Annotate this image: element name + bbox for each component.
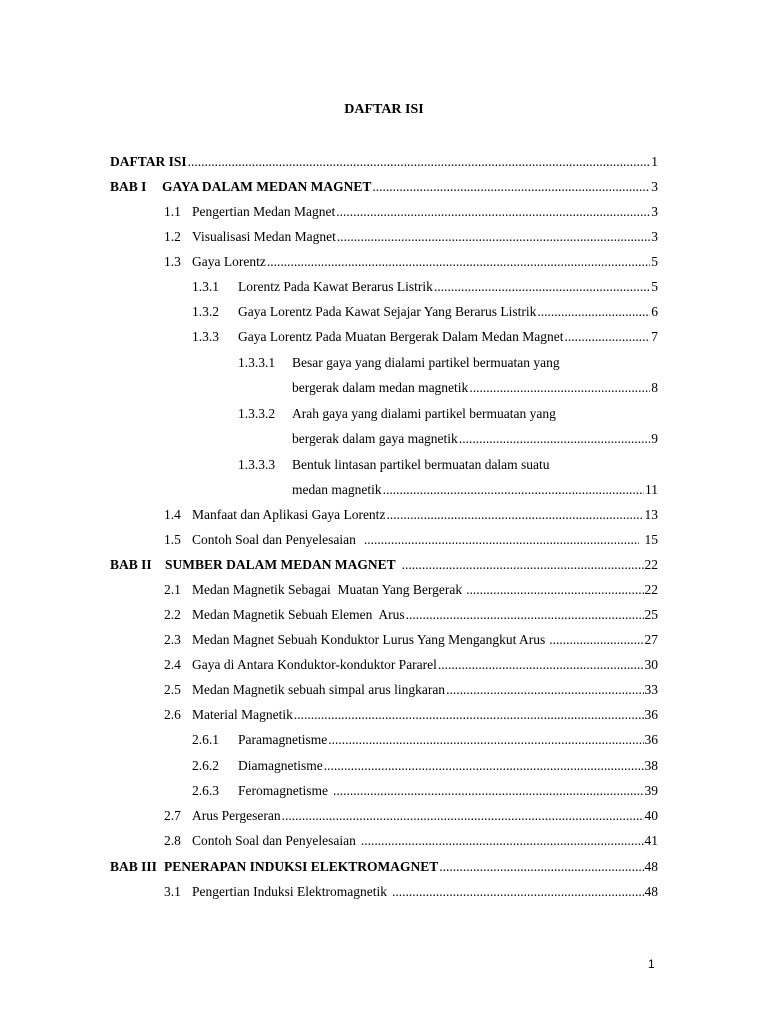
toc-title: Gaya Lorentz Pada Kawat Sejajar Yang Berarus Listrik: [238, 304, 537, 319]
toc-leader-dots: [565, 328, 651, 346]
toc-title: Material Magnetik: [192, 707, 293, 722]
toc-entry-section[interactable]: [164, 531, 658, 549]
toc-number: 1.3.3.1: [238, 355, 276, 370]
toc-number: 2.7: [164, 808, 181, 823]
toc-entry-daftar-isi[interactable]: [110, 153, 658, 171]
toc-leader-dots: [336, 203, 650, 221]
toc-page-number: 25: [644, 607, 658, 622]
toc-leader-dots: [188, 153, 651, 171]
toc-page-number: 22: [644, 557, 658, 572]
toc-entry-section[interactable]: [164, 706, 658, 724]
toc-page-number: 48: [644, 884, 658, 899]
toc-entry-chapter[interactable]: [110, 556, 658, 574]
toc-number: 2.4: [164, 657, 181, 672]
toc-number: 1.3.3: [192, 329, 219, 344]
toc-number: BAB III: [110, 859, 157, 874]
toc-entry-subsection[interactable]: [192, 757, 658, 775]
toc-number: 3.1: [164, 884, 181, 899]
toc-number: 1.5: [164, 532, 181, 547]
toc-title-continuation: bergerak dalam gaya magnetik: [292, 431, 458, 446]
toc-page-number: 27: [644, 632, 658, 647]
toc-entry-subsection[interactable]: [192, 278, 658, 296]
toc-page-number: 36: [644, 707, 658, 722]
toc-title: Contoh Soal dan Penyelesaian: [192, 833, 356, 848]
toc-number: 2.2: [164, 607, 181, 622]
footer-page-number: 1: [648, 957, 655, 971]
toc-leader-dots: [434, 278, 650, 296]
toc-entry-subsubsection-first-line[interactable]: [238, 456, 550, 474]
toc-title: PENERAPAN INDUKSI ELEKTROMAGNET: [164, 859, 439, 874]
toc-number: 1.2: [164, 229, 181, 244]
toc-leader-dots: [469, 379, 650, 397]
toc-number: 2.8: [164, 833, 181, 848]
toc-title: Lorentz Pada Kawat Berarus Listrik: [238, 279, 433, 294]
toc-title: Besar gaya yang dialami partikel bermuatan yang: [292, 355, 560, 370]
toc-leader-dots: [537, 303, 650, 321]
toc-page-number: 7: [651, 329, 658, 344]
toc-entry-section[interactable]: [164, 606, 658, 624]
toc-number: 2.6: [164, 707, 181, 722]
toc-number: BAB I: [110, 179, 147, 194]
toc-leader-dots: [364, 531, 639, 549]
toc-page-number: 41: [644, 833, 658, 848]
toc-leader-dots: [372, 178, 650, 196]
toc-entry-subsubsection-continuation[interactable]: [292, 481, 658, 499]
toc-leader-dots: [324, 757, 644, 775]
toc-number: 1.4: [164, 507, 181, 522]
toc-page-number: 9: [651, 431, 658, 446]
toc-entry-section[interactable]: [164, 832, 658, 850]
toc-page-number: 5: [651, 279, 658, 294]
toc-number: 2.5: [164, 682, 181, 697]
toc-page-number: 38: [644, 758, 658, 773]
toc-leader-dots: [333, 782, 644, 800]
toc-entry-section[interactable]: [164, 883, 658, 901]
toc-title: Feromagnetisme: [238, 783, 328, 798]
toc-entry-section[interactable]: [164, 807, 658, 825]
toc-entry-section[interactable]: [164, 631, 658, 649]
toc-leader-dots: [406, 606, 644, 624]
toc-entry-subsubsection-continuation[interactable]: [292, 430, 658, 448]
toc-title-continuation: medan magnetik: [292, 482, 382, 497]
toc-entry-subsection[interactable]: [192, 731, 658, 749]
toc-leader-dots: [337, 228, 650, 246]
toc-number: 1.3.1: [192, 279, 219, 294]
toc-title: Medan Magnetik sebuah simpal arus lingkaran: [192, 682, 446, 697]
toc-leader-dots: [386, 506, 643, 524]
toc-entry-subsubsection-continuation[interactable]: [292, 379, 658, 397]
toc-leader-dots: [549, 631, 643, 649]
toc-page-number: 5: [651, 254, 658, 269]
toc-page-number: 36: [644, 732, 658, 747]
toc-page-number: 40: [644, 808, 658, 823]
toc-title: Medan Magnetik Sebuah Elemen Arus: [192, 607, 405, 622]
toc-leader-dots: [267, 253, 650, 271]
toc-title: Pengertian Induksi Elektromagnetik: [192, 884, 387, 899]
toc-entry-section[interactable]: [164, 228, 658, 246]
toc-number: BAB II: [110, 557, 152, 572]
toc-title: Arus Pergeseran: [192, 808, 281, 823]
toc-leader-dots: [438, 656, 644, 674]
toc-page-number: 3: [651, 229, 658, 244]
toc-page-number: 33: [644, 682, 658, 697]
toc-title: Arah gaya yang dialami partikel bermuatan yang: [292, 406, 556, 421]
toc-page-number: 48: [644, 859, 658, 874]
toc-leader-dots: [439, 858, 643, 876]
toc-entry-subsection[interactable]: [192, 328, 658, 346]
toc-title: Gaya Lorentz Pada Muatan Bergerak Dalam Medan Magnet: [238, 329, 564, 344]
toc-number: 2.6.1: [192, 732, 219, 747]
toc-page-number: 30: [644, 657, 658, 672]
toc-number: 2.6.2: [192, 758, 219, 773]
toc-leader-dots: [459, 430, 650, 448]
toc-leader-dots: [361, 832, 644, 850]
toc-entry-chapter[interactable]: [110, 858, 658, 876]
toc-entry-section[interactable]: [164, 656, 658, 674]
toc-leader-dots: [328, 731, 643, 749]
toc-leader-dots: [466, 581, 643, 599]
toc-title: Gaya Lorentz: [192, 254, 266, 269]
toc-page-number: 13: [644, 507, 658, 522]
toc-page-number: 39: [644, 783, 658, 798]
page-title: DAFTAR ISI: [344, 102, 424, 117]
toc-number: 2.6.3: [192, 783, 219, 798]
toc-page-number: 6: [651, 304, 658, 319]
toc-title: Bentuk lintasan partikel bermuatan dalam suatu: [292, 457, 550, 472]
toc-leader-dots: [402, 556, 644, 574]
toc-page-number: 11: [645, 482, 658, 497]
toc-entry-section[interactable]: [164, 681, 658, 699]
toc-leader-dots: [383, 481, 644, 499]
toc-entry-section[interactable]: [164, 581, 658, 599]
toc-entry-subsubsection-first-line[interactable]: [238, 405, 556, 423]
toc-page-number: 8: [651, 380, 658, 395]
toc-entry-section[interactable]: [164, 253, 658, 271]
toc-title: Paramagnetisme: [238, 732, 328, 747]
toc-title: Diamagnetisme: [238, 758, 323, 773]
toc-label: DAFTAR ISI: [110, 154, 187, 169]
toc-entry-subsection[interactable]: [192, 303, 658, 321]
toc-page-number: 3: [651, 204, 658, 219]
toc-title: SUMBER DALAM MEDAN MAGNET: [165, 557, 396, 572]
toc-page-number: 15: [644, 532, 658, 547]
toc-title: Pengertian Medan Magnet: [192, 204, 336, 219]
toc-title: Medan Magnet Sebuah Konduktor Lurus Yang Mengangkut Arus: [192, 632, 546, 647]
toc-entry-section[interactable]: [164, 506, 658, 524]
toc-title: Manfaat dan Aplikasi Gaya Lorentz: [192, 507, 386, 522]
toc-number: 1.3.3.2: [238, 406, 276, 421]
toc-leader-dots: [294, 706, 644, 724]
toc-number: 1.3.3.3: [238, 457, 276, 472]
toc-leader-dots: [282, 807, 644, 825]
toc-title: Contoh Soal dan Penyelesaian: [192, 532, 356, 547]
toc-number: 2.3: [164, 632, 181, 647]
toc-page-number: 22: [644, 582, 658, 597]
toc-title: Gaya di Antara Konduktor-konduktor Pararel: [192, 657, 437, 672]
toc-title: GAYA DALAM MEDAN MAGNET: [162, 179, 372, 194]
toc-page-number: 1: [651, 154, 658, 169]
toc-entry-chapter[interactable]: [110, 178, 658, 196]
toc-entry-subsubsection-first-line[interactable]: [238, 354, 560, 372]
toc-title: Visualisasi Medan Magnet: [192, 229, 336, 244]
toc-leader-dots: [446, 681, 643, 699]
toc-number: 2.1: [164, 582, 181, 597]
toc-number: 1.1: [164, 204, 181, 219]
toc-entry-section[interactable]: [164, 203, 658, 221]
toc-leader-dots: [392, 883, 644, 901]
toc-title: Medan Magnetik Sebagai Muatan Yang Bergerak: [192, 582, 463, 597]
toc-page-number: 3: [651, 179, 658, 194]
toc-title-continuation: bergerak dalam medan magnetik: [292, 380, 469, 395]
toc-entry-subsection[interactable]: [192, 782, 658, 800]
toc-number: 1.3.2: [192, 304, 219, 319]
toc-number: 1.3: [164, 254, 181, 269]
